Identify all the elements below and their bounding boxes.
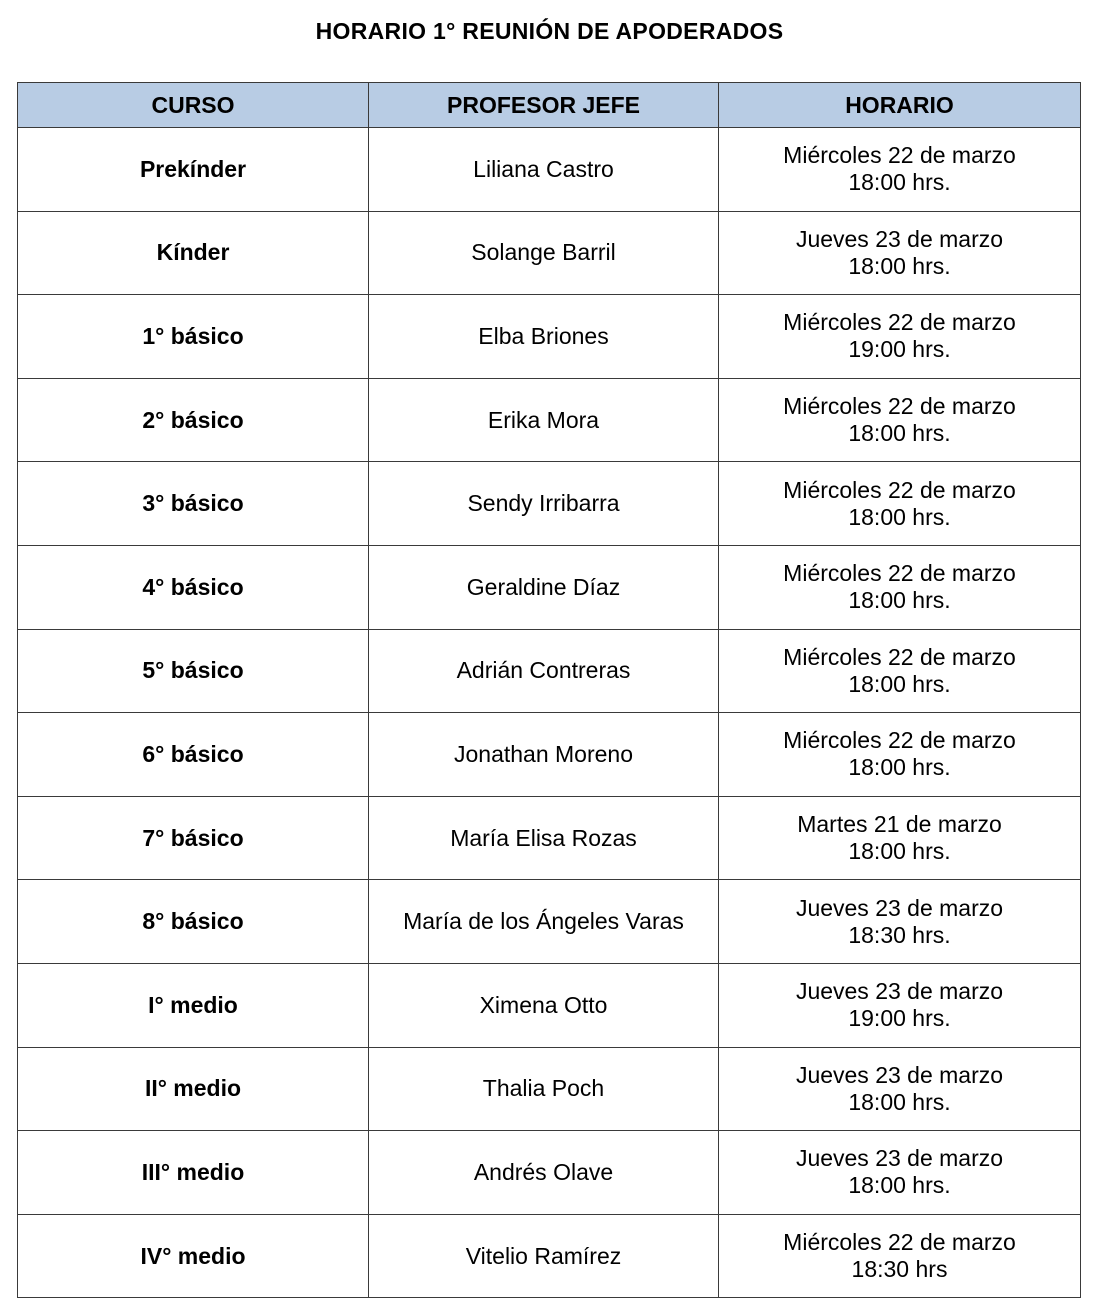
curso-cell: 7° básico [18, 796, 369, 880]
table-row [18, 1131, 1081, 1215]
horario-cell [719, 1214, 1081, 1298]
curso-cell: 1° básico [18, 295, 369, 379]
profesor-cell: Erika Mora [369, 378, 719, 462]
horario-hora: 18:00 hrs. [848, 670, 951, 697]
table-row [18, 295, 1081, 379]
table-row [18, 545, 1081, 629]
horario-hora: 19:00 hrs. [848, 1005, 951, 1032]
horario-cell [719, 629, 1081, 713]
horario-cell [719, 796, 1081, 880]
curso-cell: 3° básico [18, 462, 369, 546]
horario-dia: Miércoles 22 de marzo [783, 727, 1016, 754]
horario-dia: Miércoles 22 de marzo [783, 309, 1016, 336]
horario-cell [719, 1131, 1081, 1215]
profesor-cell: Solange Barril [369, 211, 719, 295]
horario-dia: Jueves 23 de marzo [795, 1061, 1004, 1088]
horario-cell [719, 378, 1081, 462]
horario-cell [719, 963, 1081, 1047]
column-header-curso: CURSO [18, 83, 369, 128]
horario-cell [719, 462, 1081, 546]
table-row [18, 1047, 1081, 1131]
table-row [18, 963, 1081, 1047]
profesor-cell: Ximena Otto [369, 963, 719, 1047]
table-row [18, 1214, 1081, 1298]
column-header-horario: HORARIO [719, 83, 1081, 128]
profesor-cell: Geraldine Díaz [369, 545, 719, 629]
profesor-cell: Thalia Poch [369, 1047, 719, 1131]
table-row [18, 713, 1081, 797]
horario-hora: 18:30 hrs. [848, 921, 951, 948]
horario-dia: Jueves 23 de marzo [795, 894, 1004, 921]
horario-dia: Miércoles 22 de marzo [783, 560, 1016, 587]
profesor-cell: María Elisa Rozas [369, 796, 719, 880]
horario-cell [719, 545, 1081, 629]
horario-dia: Jueves 23 de marzo [795, 225, 1004, 252]
horario-hora: 18:00 hrs. [848, 754, 951, 781]
horario-hora: 18:00 hrs. [848, 169, 951, 196]
horario-dia: Miércoles 22 de marzo [783, 643, 1016, 670]
horario-hora: 18:00 hrs. [848, 838, 951, 865]
horario-cell [719, 128, 1081, 212]
table-row [18, 211, 1081, 295]
horario-hora: 18:00 hrs. [848, 1172, 951, 1199]
horario-dia: Miércoles 22 de marzo [783, 476, 1016, 503]
profesor-cell: Vitelio Ramírez [369, 1214, 719, 1298]
curso-cell: 5° básico [18, 629, 369, 713]
horario-dia: Martes 21 de marzo [797, 811, 1002, 838]
horario-cell [719, 1047, 1081, 1131]
curso-cell: 2° básico [18, 378, 369, 462]
horario-hora: 18:00 hrs. [848, 420, 951, 447]
curso-cell: 4° básico [18, 545, 369, 629]
horario-hora: 18:30 hrs [851, 1256, 948, 1283]
horario-cell [719, 880, 1081, 964]
page-title: HORARIO 1° REUNIÓN DE APODERADOS [315, 18, 784, 44]
horario-hora: 18:00 hrs. [848, 503, 951, 530]
curso-cell: Kínder [18, 211, 369, 295]
horario-hora: 18:00 hrs. [848, 252, 951, 279]
horario-cell [719, 211, 1081, 295]
table-header-row [18, 83, 1081, 128]
profesor-cell: Andrés Olave [369, 1131, 719, 1215]
profesor-cell: Sendy Irribarra [369, 462, 719, 546]
curso-cell: I° medio [18, 963, 369, 1047]
profesor-cell: Liliana Castro [369, 128, 719, 212]
curso-cell: III° medio [18, 1131, 369, 1215]
horario-dia: Jueves 23 de marzo [795, 1145, 1004, 1172]
horario-dia: Miércoles 22 de marzo [783, 393, 1016, 420]
profesor-cell: Jonathan Moreno [369, 713, 719, 797]
curso-cell: IV° medio [18, 1214, 369, 1298]
table-row [18, 880, 1081, 964]
horario-hora: 18:00 hrs. [848, 1088, 951, 1115]
curso-cell: 8° básico [18, 880, 369, 964]
table-row [18, 462, 1081, 546]
curso-cell: Prekínder [18, 128, 369, 212]
horario-cell [719, 713, 1081, 797]
curso-cell: II° medio [18, 1047, 369, 1131]
table-row [18, 128, 1081, 212]
table-row [18, 629, 1081, 713]
horario-hora: 19:00 hrs. [848, 336, 951, 363]
table-row [18, 378, 1081, 462]
horario-dia: Jueves 23 de marzo [795, 978, 1004, 1005]
horario-cell [719, 295, 1081, 379]
profesor-cell: Adrián Contreras [369, 629, 719, 713]
horario-dia: Miércoles 22 de marzo [783, 142, 1016, 169]
curso-cell: 6° básico [18, 713, 369, 797]
profesor-cell: Elba Briones [369, 295, 719, 379]
horario-dia: Miércoles 22 de marzo [783, 1229, 1016, 1256]
column-header-profesor-jefe: PROFESOR JEFE [369, 83, 719, 128]
schedule-table [17, 82, 1081, 1298]
profesor-cell: María de los Ángeles Varas [369, 880, 719, 964]
table-row [18, 796, 1081, 880]
horario-hora: 18:00 hrs. [848, 587, 951, 614]
